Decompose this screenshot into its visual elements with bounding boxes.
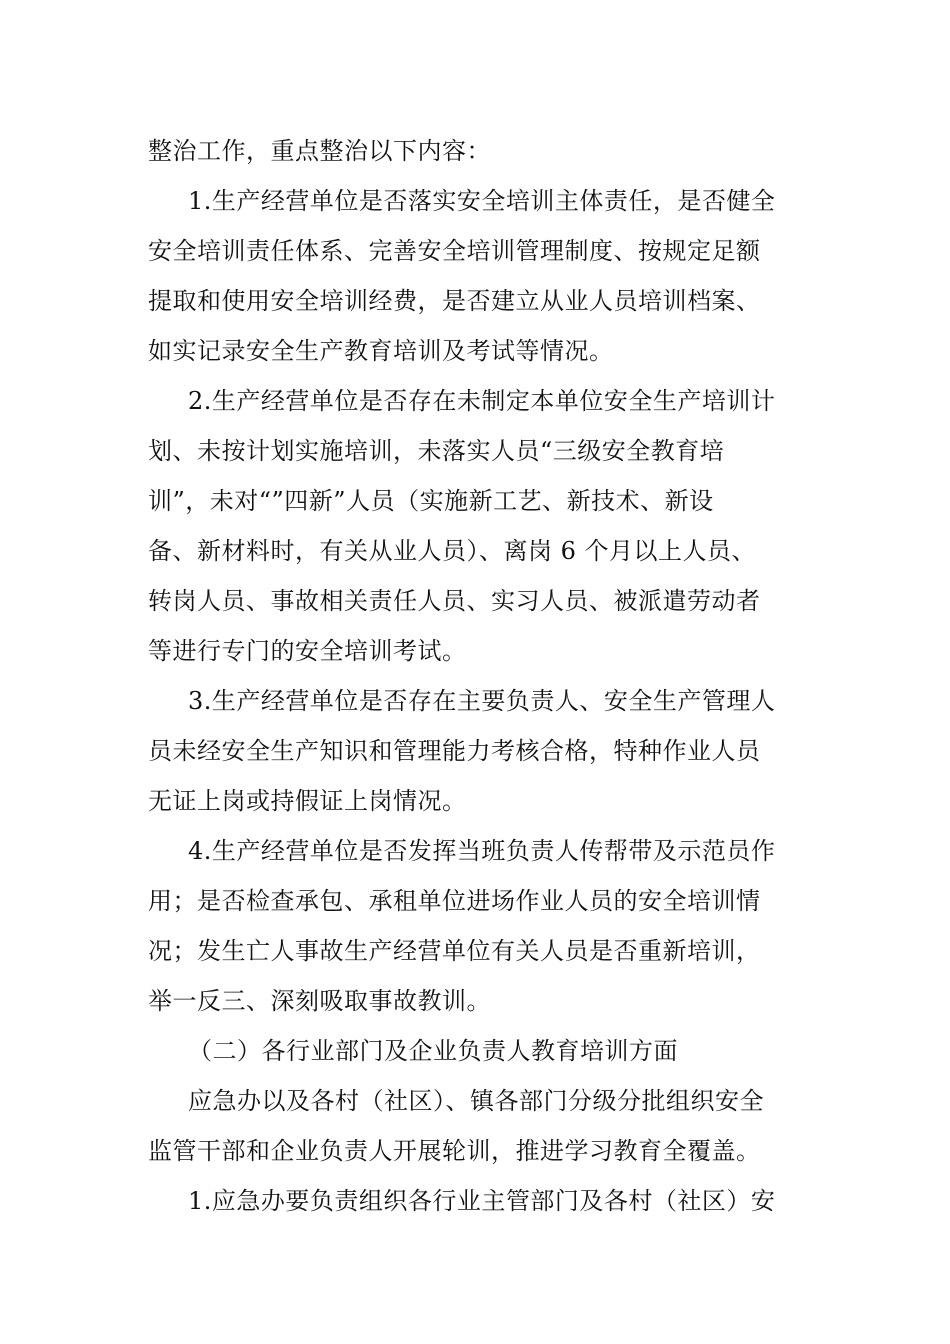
text-line: 整治工作，重点整治以下内容：	[148, 137, 491, 165]
section-heading: （二）各行业部门及企业负责人教育培训方面	[188, 1037, 678, 1065]
text-line: 备、新材料时，有关从业人员）、离岗 6 个月以上人员、	[148, 537, 757, 565]
text-line: 况；发生亡人事故生产经营单位有关人员是否重新培训，	[148, 937, 761, 965]
text-line: 等进行专门的安全培训考试。	[148, 637, 467, 665]
text-line: 3.生产经营单位是否存在主要负责人、安全生产管理人	[188, 687, 776, 715]
text-line: 1.应急办要负责组织各行业主管部门及各村（社区）安	[188, 1187, 776, 1215]
text-line: 1.生产经营单位是否落实安全培训主体责任，是否健全	[188, 187, 776, 215]
text-line: 训”，未对“”四新”人员（实施新工艺、新技术、新设	[148, 487, 714, 515]
text-line: 如实记录安全生产教育培训及考试等情况。	[148, 337, 614, 365]
text-line: 提取和使用安全培训经费，是否建立从业人员培训档案、	[148, 287, 761, 315]
text-line: 转岗人员、事故相关责任人员、实习人员、被派遣劳动者	[148, 587, 761, 615]
text-line: 举一反三、深刻吸取事故教训。	[148, 987, 491, 1015]
text-line: 无证上岗或持假证上岗情况。	[148, 787, 467, 815]
text-line: 员未经安全生产知识和管理能力考核合格，特种作业人员	[148, 737, 761, 765]
text-line: 4.生产经营单位是否发挥当班负责人传帮带及示范员作	[188, 837, 776, 865]
text-line: 监管干部和企业负责人开展轮训，推进学习教育全覆盖。	[148, 1137, 761, 1165]
text-line: 安全培训责任体系、完善安全培训管理制度、按规定足额	[148, 237, 761, 265]
text-line: 用；是否检查承包、承租单位进场作业人员的安全培训情	[148, 887, 761, 915]
text-line: 2.生产经营单位是否存在未制定本单位安全生产培训计	[188, 387, 776, 415]
text-line: 划、未按计划实施培训，未落实人员“三级安全教育培	[148, 437, 725, 465]
text-line: 应急办以及各村（社区）、镇各部门分级分批组织安全	[188, 1087, 764, 1115]
